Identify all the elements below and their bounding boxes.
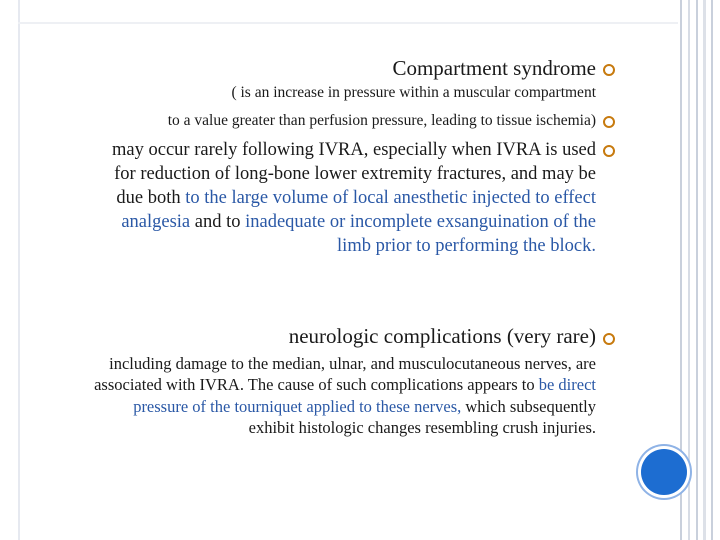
ivra-text-line-5: limb prior to performing the block. [337,236,596,256]
neuro-text-line-2 [94,375,596,395]
neuro-text-line-1: including damage to the median, ulnar, and musculocutaneous nerves, are [109,354,596,373]
ivra-text-line-4 [121,212,596,233]
decor-stripe [688,0,690,540]
neuro-text-highlight: be direct [538,375,596,394]
left-frame-line [18,0,20,540]
ivra-text-plain: due both [116,188,186,208]
decor-stripe [711,0,713,540]
ivra-text-line-2: for reduction of long-bone lower extremity fractures, and may be [114,164,596,184]
bullet-icon [603,333,615,345]
ivra-text-plain: and to [190,212,246,232]
definition-line-2: to a value greater than perfusion pressure, leading to tissue ischemia) [167,112,596,129]
ivra-text-highlight: to the large volume of local anesthetic injected to effect [185,188,596,208]
ivra-text-highlight: analgesia [121,212,191,232]
neuro-text-plain: associated with IVRA. The cause of such complications appears to [94,375,539,394]
top-frame-line [18,22,678,24]
compartment-syndrome-title: Compartment syndrome [392,56,596,80]
neuro-text-plain: which subsequently [461,397,596,416]
bullet-icon [603,116,615,128]
decorative-circle [641,449,687,495]
neuro-text-highlight: pressure of the tourniquet applied to these nerves, [133,397,462,416]
ivra-text-highlight: inadequate or incomplete exsanguination of the [245,212,596,232]
ivra-text-line-1: may occur rarely following IVRA, especially when IVRA is used [112,140,596,160]
bullet-icon [603,64,615,76]
decor-stripe [696,0,698,540]
ivra-text-line-3 [116,188,596,209]
neurologic-complications-title: neurologic complications (very rare) [288,324,596,348]
bullet-icon [603,145,615,157]
neuro-text-line-4: exhibit histologic changes resembling crush injuries. [248,418,596,437]
neuro-text-line-3 [133,397,596,417]
decor-stripe [703,0,706,540]
definition-line-1: ( is an increase in pressure within a muscular compartment [231,84,596,101]
